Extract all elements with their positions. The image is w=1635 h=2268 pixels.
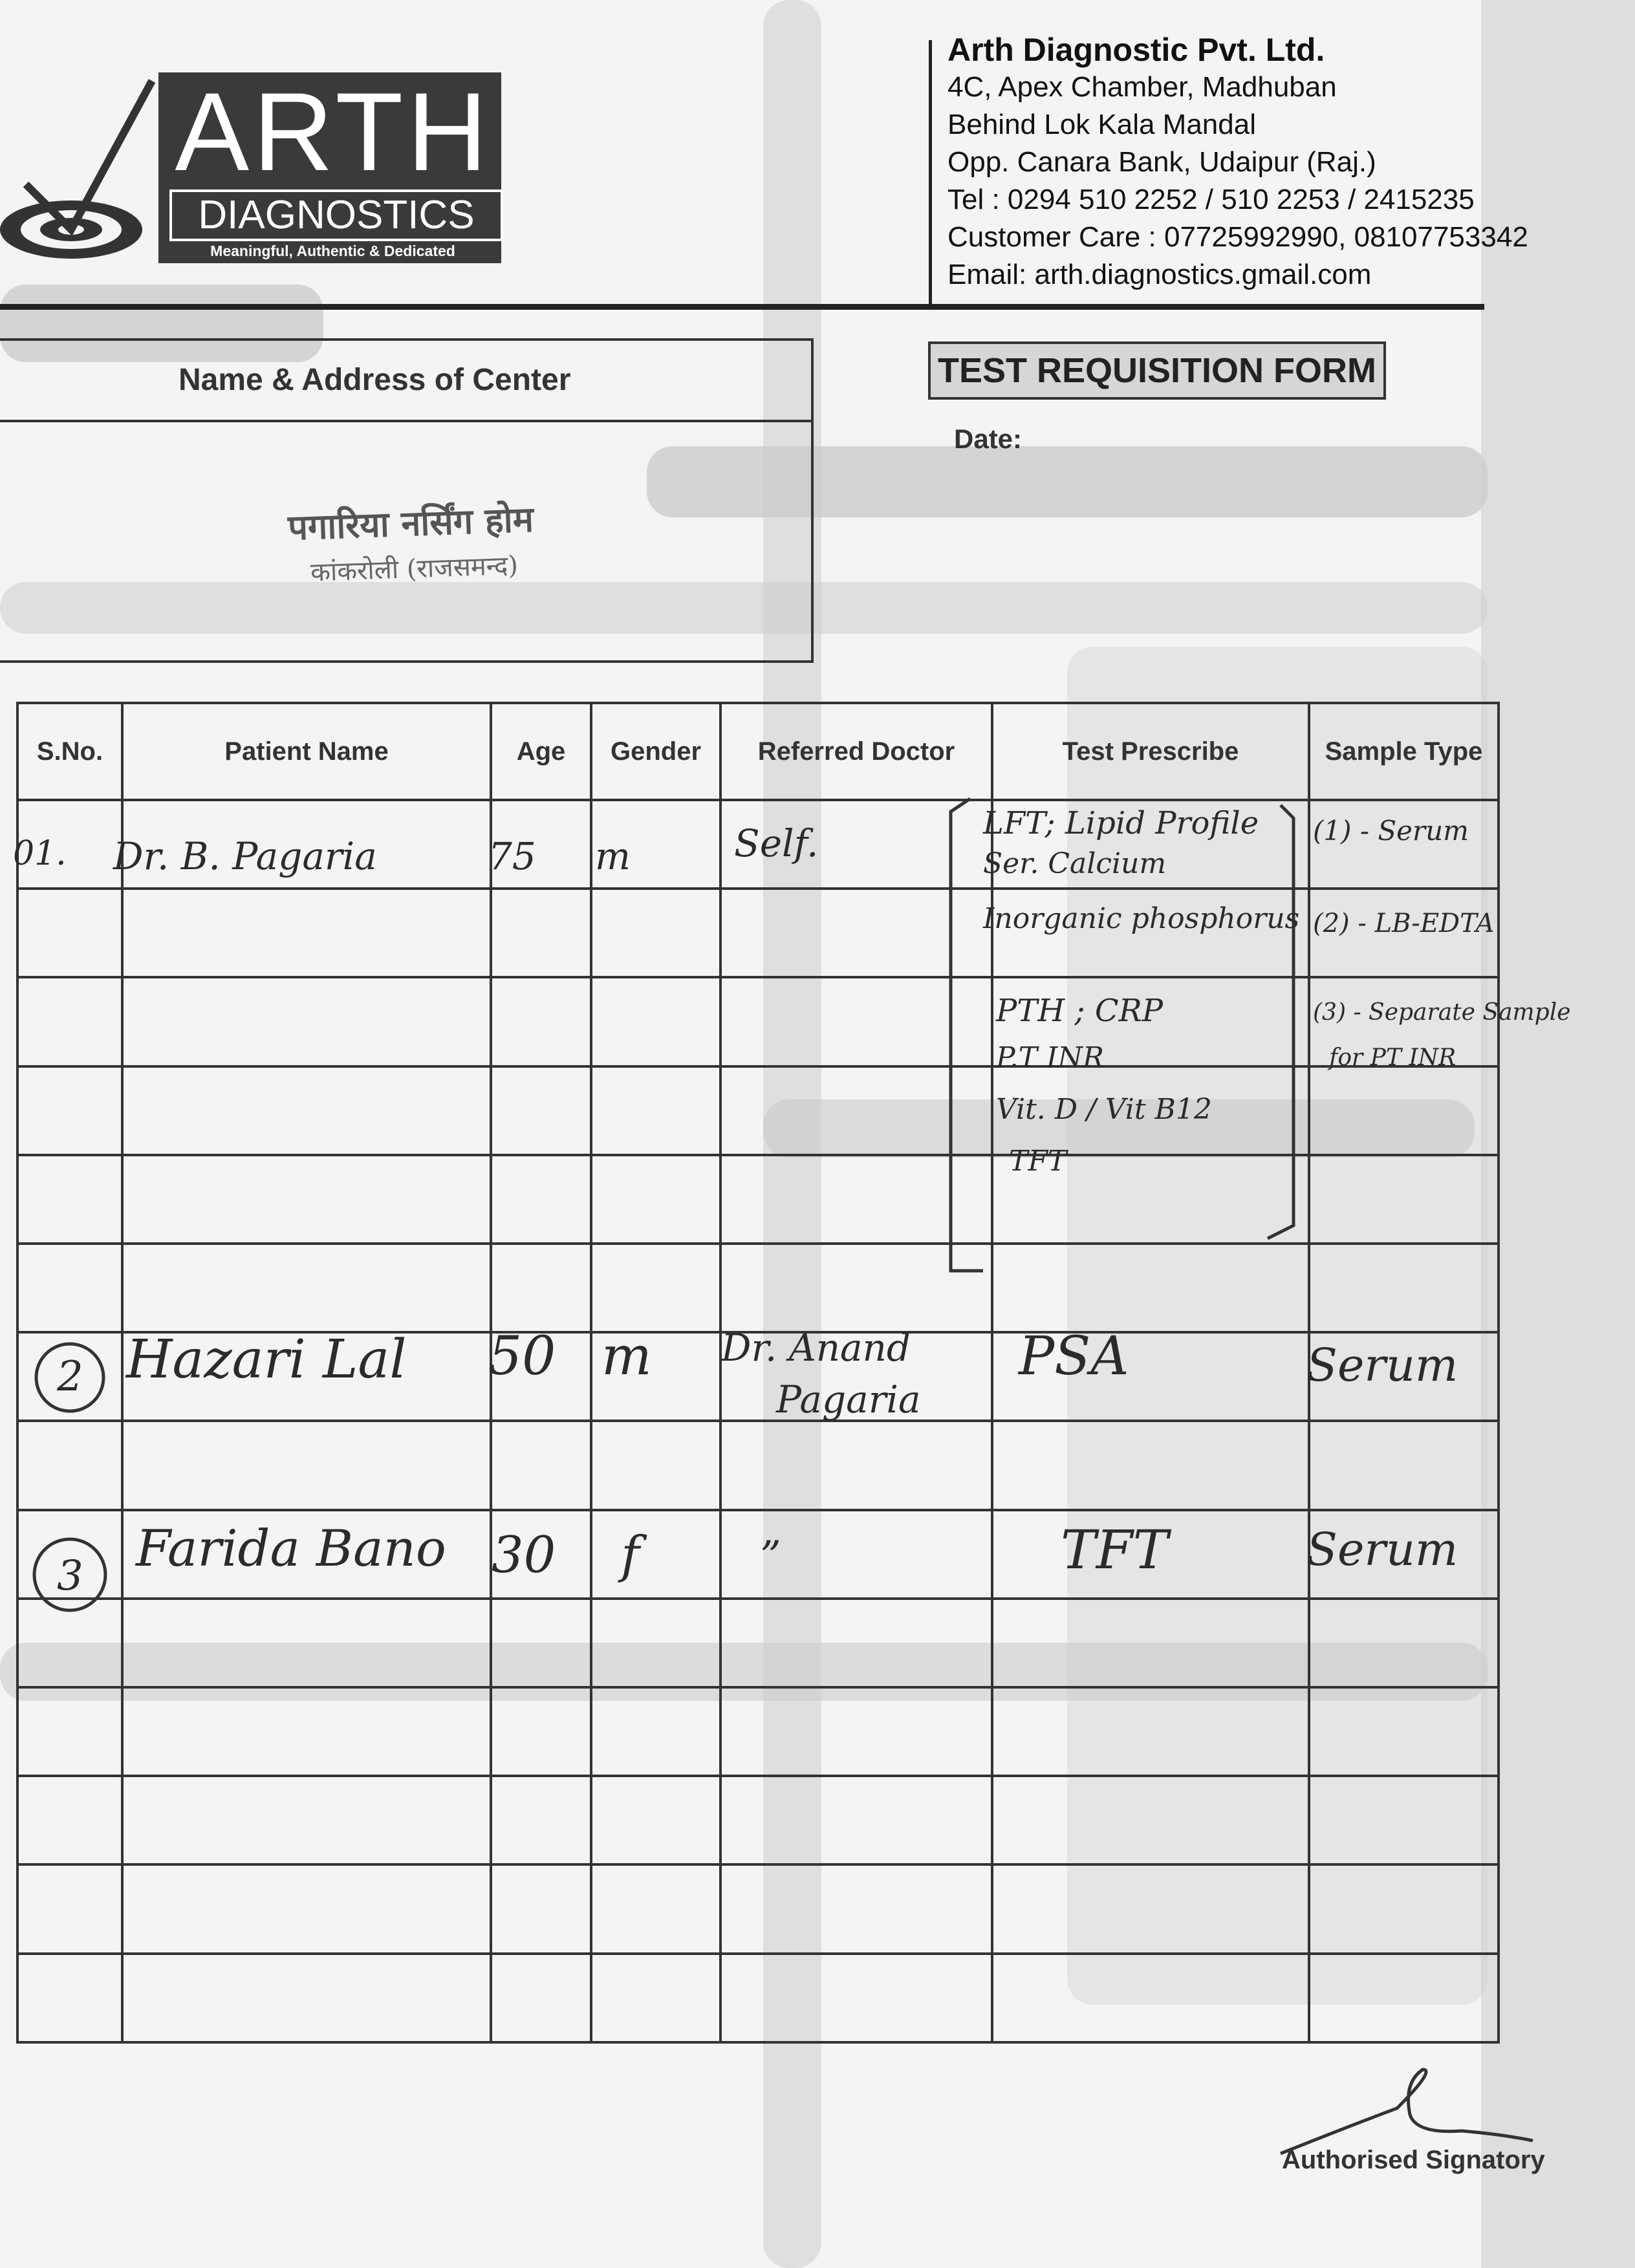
entry-3-test: TFT (1061, 1520, 1169, 1581)
header-sno: S.No. (17, 703, 122, 800)
header-divider (0, 304, 1484, 310)
center-label: Name & Address of Center (179, 363, 571, 397)
header-gender: Gender (591, 703, 720, 800)
entry-2-patient-name: Hazari Lal (126, 1329, 407, 1390)
table-row (17, 1687, 1499, 1776)
form-title: TEST REQUISITION FORM (928, 341, 1386, 400)
logo-tagline: Meaningful, Authentic & Dedicated (210, 243, 455, 259)
entry-1-sample: (1) - Serum (1313, 815, 1469, 847)
entry-1-patient-name: Dr. B. Pagaria (113, 834, 377, 878)
target-check-icon (0, 68, 168, 275)
entry-3-gender: f (621, 1526, 640, 1584)
email-line: Email: arth.diagnostics.gmail.com (947, 259, 1372, 290)
header-test-prescribe: Test Prescribe (992, 703, 1309, 800)
header-referred-doctor: Referred Doctor (720, 703, 992, 800)
entry-1-sample: (2) - LB-EDTA (1313, 909, 1495, 938)
entry-1-sample: (3) - Separate Sample (1313, 999, 1571, 1026)
date-label: Date: (954, 424, 1023, 454)
entry-1-sample: for PT INR (1329, 1044, 1456, 1071)
table-row (17, 1776, 1499, 1864)
entry-3-age: 30 (492, 1526, 556, 1584)
logo-subtitle: DIAGNOSTICS (169, 189, 503, 241)
entry-1-test: Inorganic phosphorus (983, 902, 1300, 935)
header-age: Age (491, 703, 591, 800)
table-row (17, 1599, 1499, 1687)
phone-line: Tel : 0294 510 2252 / 510 2253 / 2415235 (947, 184, 1475, 215)
logo-brand: ARTH (175, 70, 492, 194)
table-row (17, 1421, 1499, 1509)
entry-2-test: PSA (1019, 1326, 1129, 1387)
entry-1-test: LFT; Lipid Profile (983, 805, 1259, 841)
customer-care-line: Customer Care : 07725992990, 08107753342 (947, 221, 1528, 253)
entry-3-referred-doctor: ” (760, 1533, 781, 1581)
entry-3-sample: Serum (1306, 1523, 1458, 1576)
header-patient-name: Patient Name (122, 703, 491, 800)
company-name: Arth Diagnostic Pvt. Ltd. (947, 32, 1325, 68)
entry-1-test: PTH ; CRP (996, 993, 1164, 1029)
entry-1-referred-doctor: Self. (734, 821, 819, 865)
entry-2-age: 50 (488, 1326, 556, 1387)
entry-1-test: Ser. Calcium (983, 847, 1167, 880)
entry-1-gender: m (595, 834, 631, 878)
center-stamp-place: कांकरोली (राजसमन्द) (310, 550, 519, 588)
address-line: Opp. Canara Bank, Udaipur (Raj.) (947, 146, 1376, 178)
entry-1-test: Vit. D / Vit B12 (996, 1093, 1212, 1126)
entry-3-patient-name: Farida Bano (136, 1520, 446, 1578)
entry-2-sample: Serum (1306, 1339, 1458, 1392)
center-stamp-name: पगारिया नर्सिंग होम (287, 498, 534, 548)
address-line: Behind Lok Kala Mandal (947, 109, 1256, 140)
entry-3-sno: 3 (57, 1552, 83, 1600)
table-row (17, 1864, 1499, 1953)
table-row (17, 1954, 1499, 2042)
company-info (947, 31, 1528, 294)
entry-1-test: P.T INR (996, 1041, 1105, 1074)
entry-1-test: TFT (1009, 1145, 1067, 1178)
entry-2-referred-doctor: Dr. Anand (721, 1326, 911, 1370)
entry-2-sno: 2 (57, 1353, 83, 1401)
entry-2-gender: m (601, 1326, 652, 1387)
entry-1-age: 75 (488, 834, 536, 878)
signature-label: Authorised Signatory (1282, 2146, 1545, 2174)
table-header-row (17, 703, 1499, 800)
address-line: 4C, Apex Chamber, Madhuban (947, 71, 1337, 103)
header-divider-vertical (929, 40, 932, 305)
entry-2-referred-doctor: Pagaria (776, 1377, 921, 1421)
entry-1-sno: 01. (13, 834, 67, 873)
header-sample-type: Sample Type (1309, 703, 1499, 800)
